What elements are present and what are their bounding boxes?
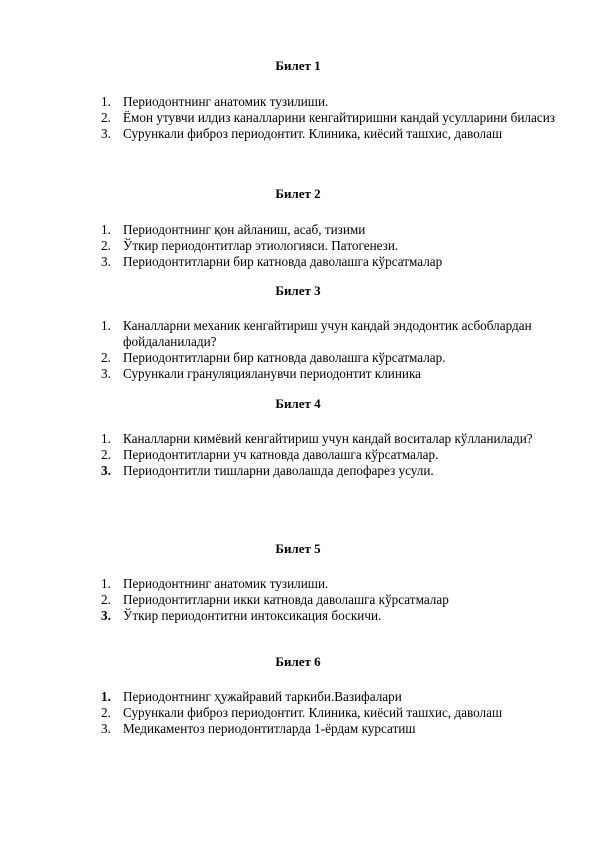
- question-text: Ўткир периодонтитни интоксикация боскичи.: [123, 608, 382, 623]
- question-text: Периодонтитларни уч катновда даволашга кўрсатмалар.: [123, 447, 439, 462]
- question-text: Каналларни кимёвий кенгайтириш учун кандай воситалар кўлланилади?: [123, 431, 533, 446]
- question-item: [0, 126, 596, 142]
- question-number: 2.: [101, 592, 111, 607]
- question-text: Ўткир периодонтитлар этиологияси. Патогенези.: [123, 238, 399, 253]
- question-item: [0, 447, 596, 463]
- question-text: Периодонтнинг анатомик тузилиши.: [123, 94, 329, 109]
- ticket-title: Билет 3: [275, 283, 321, 298]
- question-number: 3.: [101, 721, 111, 736]
- ticket-title: Билет 4: [275, 396, 321, 411]
- ticket-3: [0, 283, 596, 382]
- question-item: [0, 94, 596, 110]
- question-number: 1.: [101, 318, 111, 333]
- question-text: Сурункали фиброз периодонтит. Клиника, киёсий ташхис, даволаш: [123, 126, 503, 141]
- question-number: 2.: [101, 350, 111, 365]
- question-number: 2.: [101, 110, 111, 125]
- question-list: [0, 318, 596, 382]
- question-text: Периодонтнинг ҳужайравий таркиби.Вазифалари: [123, 689, 402, 704]
- question-text: Периодонтитларни икки катновда даволашга кўрсатмалар: [123, 592, 449, 607]
- question-item: [0, 431, 596, 447]
- ticket-title: Билет 1: [275, 58, 321, 73]
- question-text: Сурункали грануляцияланувчи периодонтит клиника: [123, 366, 422, 381]
- question-list: [0, 94, 596, 142]
- question-number: 1.: [101, 94, 111, 109]
- question-list: [0, 222, 596, 270]
- question-text: Медикаментоз периодонтитларда 1-ёрдам курсатиш: [123, 721, 416, 736]
- question-number: 1.: [101, 222, 111, 237]
- ticket-title: Билет 2: [275, 186, 321, 201]
- ticket-title: Билет 6: [275, 654, 321, 669]
- question-number: 3.: [101, 254, 111, 269]
- question-item: [0, 608, 596, 624]
- ticket-title: Билет 5: [275, 541, 321, 556]
- question-item: [0, 721, 596, 737]
- question-number: 2.: [101, 447, 111, 462]
- question-item: [0, 238, 596, 254]
- question-number: 2.: [101, 705, 111, 720]
- question-number: 1.: [101, 689, 111, 704]
- question-text: Периодонтитли тишларни даволашда депофарез усули.: [123, 463, 434, 478]
- question-number: 1.: [101, 431, 111, 446]
- ticket-4: [0, 396, 596, 479]
- question-number: 3.: [101, 608, 111, 623]
- ticket-2: [0, 186, 596, 270]
- question-item: [0, 689, 596, 705]
- question-text: Периодонтнинг анатомик тузилиши.: [123, 576, 329, 591]
- question-item: [0, 350, 596, 366]
- ticket-5: [0, 541, 596, 624]
- question-number: 3.: [101, 366, 111, 381]
- ticket-6: [0, 654, 596, 737]
- question-item: [0, 222, 596, 238]
- question-number: 3.: [101, 463, 111, 478]
- question-item: [0, 254, 596, 270]
- question-text: Ёмон утувчи илдиз каналларини кенгайтиришни кандай усулларини биласиз: [123, 110, 555, 125]
- question-text: Периодонтнинг қон айланиш, асаб, тизими: [123, 222, 366, 237]
- question-text: Каналларни механик кенгайтириш учун кандай эндодонтик асбоблардан фойдаланилади?: [123, 318, 532, 349]
- question-text: Периодонтитларни бир катновда даволашга кўрсатмалар: [123, 254, 443, 269]
- question-list: [0, 689, 596, 737]
- ticket-1: [0, 58, 596, 142]
- question-item: [0, 110, 596, 126]
- question-item: [0, 705, 596, 721]
- question-item: [0, 592, 596, 608]
- question-item: [0, 463, 596, 479]
- question-number: 2.: [101, 238, 111, 253]
- question-list: [0, 431, 596, 479]
- question-text: Периодонтитларни бир катновда даволашга кўрсатмалар.: [123, 350, 446, 365]
- question-text: Сурункали фиброз периодонтит. Клиника, киёсий ташхис, даволаш: [123, 705, 503, 720]
- question-item: [0, 576, 596, 592]
- question-number: 3.: [101, 126, 111, 141]
- question-list: [0, 576, 596, 624]
- question-item: [0, 366, 596, 382]
- question-number: 1.: [101, 576, 111, 591]
- question-item: [0, 318, 596, 350]
